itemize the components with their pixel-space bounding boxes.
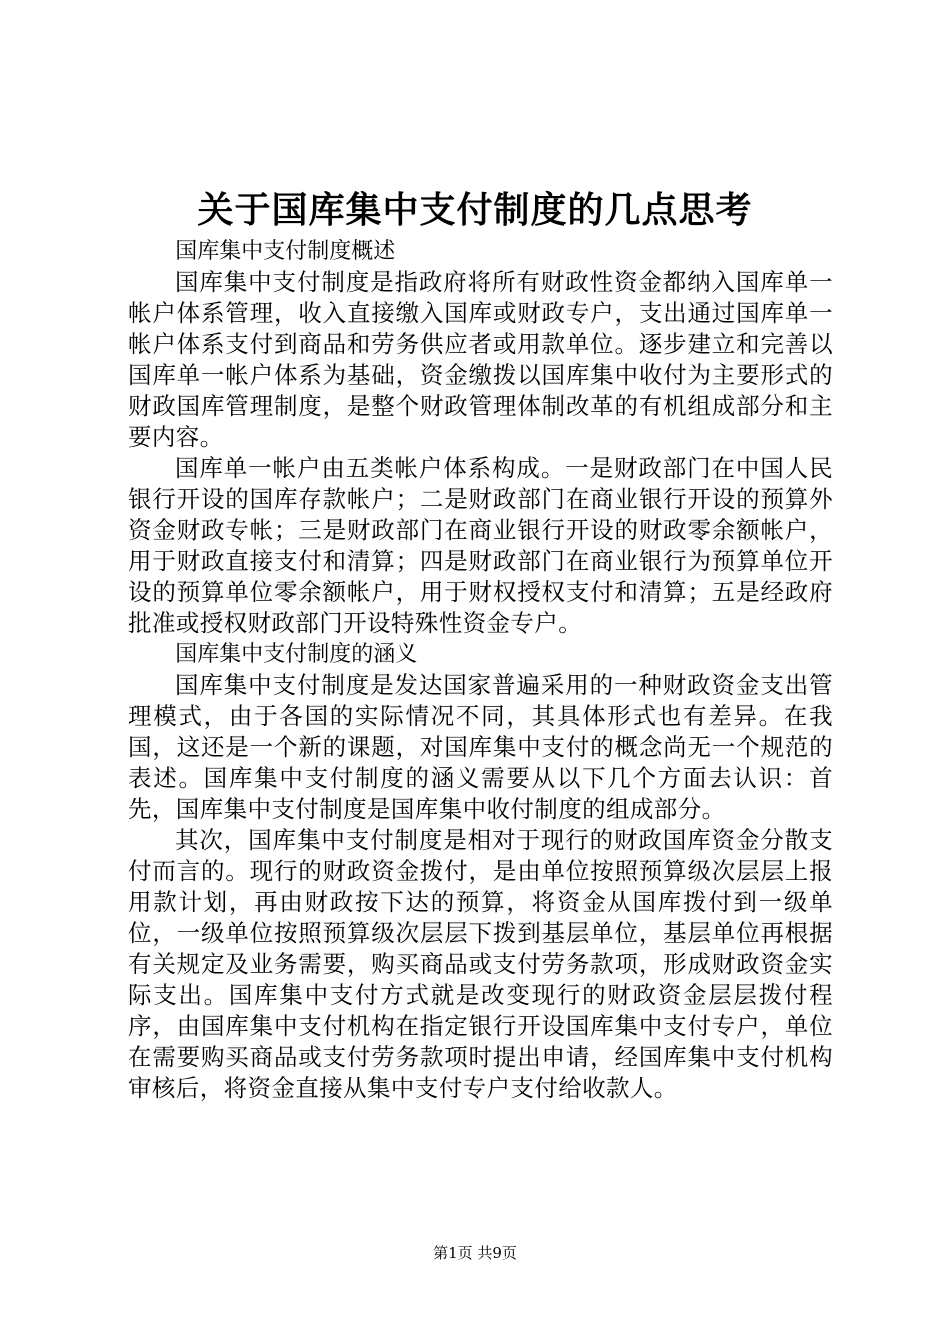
section-heading: 国库集中支付制度概述: [175, 239, 396, 264]
body-paragraph: 国库单一帐户由五类帐户体系构成。一是财政部门在中国人民银行开设的国库存款帐户；二是财政部门在商业银行开设的预算外资金财政专帐；三是财政部门在商业银行开设的财政零余额帐户，用于财政直接支付和清算；四是财政部门在商业银行为预算单位开设的预算单位零余额帐户，用于财权授权支付和清算；五是经政府批准或授权财政部门开设特殊性资金专户。: [128, 454, 833, 637]
body-paragraph: 其次，国库集中支付制度是相对于现行的财政国库资金分散支付而言的。现行的财政资金拨付，是由单位按照预算级次层层上报用款计划，再由财政按下达的预算，将资金从国库拨付到一级单位，一级单位按照预算级次层层下拨到基层单位，基层单位再根据有关规定及业务需要，购买商品或支付劳务款项，形成财政资金实际支出。国库集中支付方式就是改变现行的财政资金层层拨付程序，由国库集中支付机构在指定银行开设国库集中支付专户，单位在需要购买商品或支付劳务款项时提出申请，经国库集中支付机构审核后，将资金直接从集中支付专户支付给收款人。: [128, 826, 833, 1102]
document-title: 关于国库集中支付制度的几点思考: [197, 189, 753, 231]
document-body: [128, 236, 833, 1104]
page-footer: 第1页 共9页: [433, 1244, 517, 1262]
body-paragraph: 国库集中支付制度是指政府将所有财政性资金都纳入国库单一帐户体系管理，收入直接缴入国库或财政专户，支出通过国库单一帐户体系支付到商品和劳务供应者或用款单位。逐步建立和完善以国库单一帐户体系为基础，资金缴拨以国库集中收付为主要形式的财政国库管理制度，是整个财政管理体制改革的有机组成部分和主要内容。: [128, 268, 833, 451]
body-paragraph: 国库集中支付制度是发达国家普遍采用的一种财政资金支出管理模式，由于各国的实际情况不同，其具体形式也有差异。在我国，这还是一个新的课题，对国库集中支付的概念尚无一个规范的表述。国库集中支付制度的涵义需要从以下几个方面去认识：首先，国库集中支付制度是国库集中收付制度的组成部分。: [128, 671, 833, 823]
section-heading: 国库集中支付制度的涵义: [175, 642, 418, 667]
